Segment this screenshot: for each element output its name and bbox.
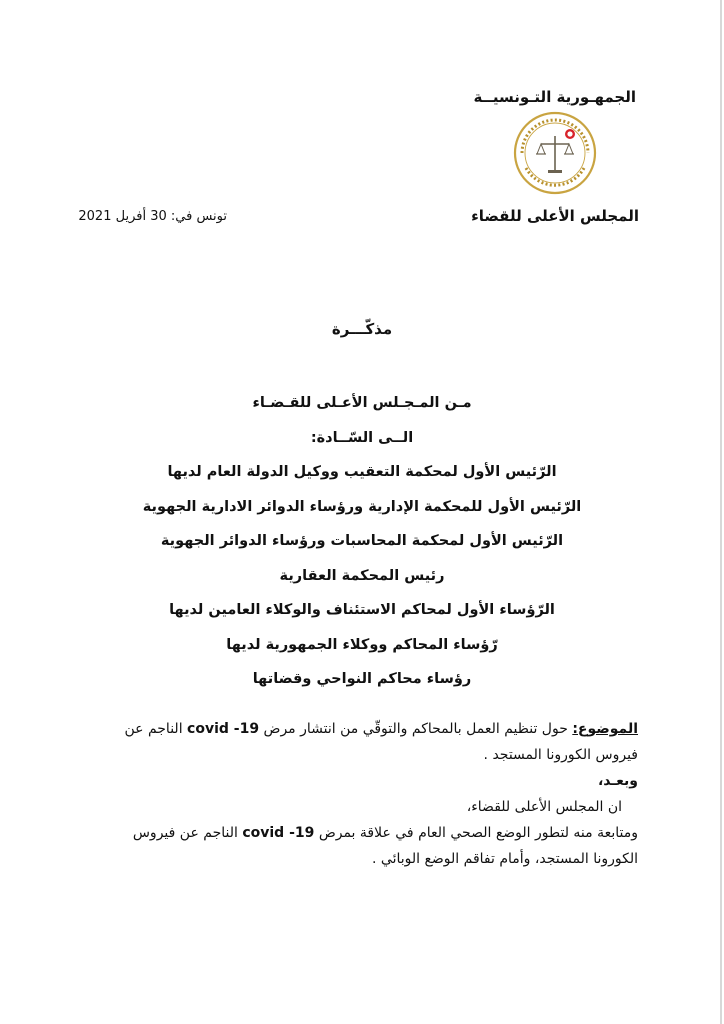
recipient-line: رئيس المحكمة العقارية	[279, 567, 445, 584]
recipient-line: رّؤساء المحاكم ووكلاء الجمهورية لديها	[226, 636, 498, 653]
council-seal-icon	[512, 110, 598, 196]
recipient-line: مـن المـجـلس الأعـلى للقـضـاء	[252, 395, 472, 411]
recipient-line: رؤساء محاكم النواحي وقضاتها	[252, 671, 472, 687]
subject-text: حول تنظيم العمل بالمحاكم والتوقّي من انتشار مرض	[263, 721, 568, 737]
subject-label: الموضوع:	[572, 721, 638, 737]
memo-date: تونس في: 30 أفريل 2021	[78, 209, 227, 224]
subject-tail: الناجم عن فيروس الكورونا المستجد .	[124, 721, 638, 763]
recipient-line: الرّئيس الأول لمحكمة التعقيب ووكيل الدولة العام لديها	[167, 464, 557, 480]
recipient-list	[110, 386, 614, 697]
covid-term: covid -19	[187, 721, 260, 737]
covid-term: covid -19	[242, 825, 315, 841]
body-line-2b: الناجم عن فيروس الكورونا المستجد، وأمام تفاقم الوضع الوبائي .	[132, 825, 638, 867]
greeting: وبعـد،	[597, 773, 638, 789]
recipient-line: الرّؤساء الأول لمحاكم الاستئناف والوكلاء العامين لديها	[169, 602, 555, 618]
memo-title: مذكّـــرة	[331, 320, 393, 338]
recipient-line: الرّئيس الأول للمحكمة الإدارية ورؤساء الدوائر الادارية الجهوية	[142, 498, 582, 515]
body-line-2a: ومتابعة منه لتطور الوضع الصحي العام في علاقة بمرض	[318, 825, 638, 841]
memo-body	[84, 716, 638, 872]
body-line-1: ان المجلس الأعلى للقضاء،	[466, 799, 622, 815]
recipient-line: الرّئيس الأول لمحكمة المحاسبات ورؤساء الدوائر الجهوية	[160, 533, 564, 549]
scan-edge-line	[720, 0, 722, 1024]
recipient-line: الــى السّــادة:	[310, 429, 414, 446]
council-heading: المجلس الأعلى للقضاء	[471, 207, 639, 225]
subject-paragraph	[84, 716, 638, 768]
republic-heading: الجمهـورية التـونسيــة	[473, 88, 636, 106]
body-paragraph-2	[84, 820, 638, 872]
